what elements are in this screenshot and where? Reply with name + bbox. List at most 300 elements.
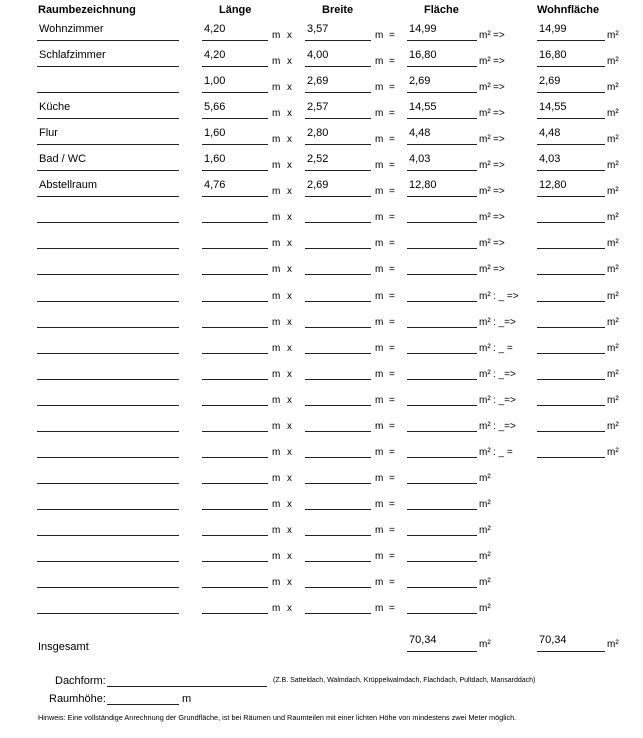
equals-sign: =: [389, 82, 395, 93]
room-name-field[interactable]: [37, 595, 179, 614]
width-field[interactable]: [305, 413, 371, 432]
area-field[interactable]: [407, 178, 477, 197]
transfer-operator: : _=>: [493, 317, 516, 328]
living-area-field[interactable]: [537, 256, 605, 275]
room-name-field[interactable]: [37, 48, 179, 67]
width-value: 4,00: [307, 49, 329, 61]
area-value: 12,80: [409, 179, 437, 191]
width-field[interactable]: [305, 22, 371, 41]
room-name-field[interactable]: [37, 256, 179, 275]
width-unit: m: [375, 577, 384, 588]
area-field[interactable]: [407, 309, 477, 328]
equals-sign: =: [389, 395, 395, 406]
width-field[interactable]: [305, 543, 371, 562]
times-sign: x: [287, 577, 292, 588]
area-value: 4,48: [409, 127, 431, 139]
footnote: Hinweis: Eine vollständige Anrechnung der Grundfläche, ist bei Räumen und Raumteilen mit einer lichten Höhe von mindestens zwei Meter möglich.: [38, 713, 517, 722]
area-field[interactable]: [407, 465, 477, 484]
width-field[interactable]: [305, 439, 371, 458]
times-sign: x: [287, 317, 292, 328]
living-area-unit: m²: [607, 291, 619, 302]
width-unit: m: [375, 160, 384, 171]
area-value: 14,55: [409, 101, 437, 113]
width-unit: m: [375, 551, 384, 562]
area-field[interactable]: [407, 230, 477, 249]
living-area-field[interactable]: [537, 152, 605, 171]
living-area-field[interactable]: [537, 413, 605, 432]
room-name-field[interactable]: [37, 283, 179, 302]
length-field[interactable]: [202, 335, 268, 354]
living-area-field[interactable]: [537, 178, 605, 197]
length-field[interactable]: [202, 361, 268, 380]
width-unit: m: [375, 134, 384, 145]
times-sign: x: [287, 421, 292, 432]
height-input-line[interactable]: [107, 704, 179, 705]
length-value: 1,60: [204, 127, 226, 139]
living-area-value: 4,48: [539, 127, 561, 139]
times-sign: x: [287, 499, 292, 510]
living-area-value: 12,80: [539, 179, 567, 191]
area-field[interactable]: [407, 283, 477, 302]
roof-label: Dachform:: [55, 675, 106, 687]
width-value: 2,57: [307, 101, 329, 113]
width-value: 2,69: [307, 75, 329, 87]
area-field[interactable]: [407, 387, 477, 406]
width-field[interactable]: [305, 126, 371, 145]
transfer-operator: =>: [493, 186, 505, 197]
area-unit: m²: [479, 369, 491, 380]
equals-sign: =: [389, 525, 395, 536]
table-row: [0, 204, 643, 230]
length-field[interactable]: [202, 491, 268, 510]
length-unit: m: [272, 108, 281, 119]
equals-sign: =: [389, 499, 395, 510]
header-living-area: Wohnfläche: [537, 4, 600, 16]
width-field[interactable]: [305, 283, 371, 302]
width-unit: m: [375, 238, 384, 249]
table-row: [0, 595, 643, 621]
transfer-operator: : _ =: [493, 343, 513, 354]
length-field[interactable]: [202, 439, 268, 458]
table-row: [0, 230, 643, 256]
equals-sign: =: [389, 577, 395, 588]
area-unit: m²: [479, 317, 491, 328]
width-field[interactable]: [305, 309, 371, 328]
area-field[interactable]: [407, 439, 477, 458]
room-name-field[interactable]: [37, 387, 179, 406]
area-unit: m²: [479, 473, 491, 484]
length-field[interactable]: [202, 283, 268, 302]
height-label: Raumhöhe:: [49, 693, 106, 705]
header-room: Raumbezeichnung: [38, 4, 136, 16]
area-field[interactable]: [407, 256, 477, 275]
table-row: [0, 361, 643, 387]
length-field[interactable]: [202, 126, 268, 145]
area-field[interactable]: [407, 595, 477, 614]
living-area-field[interactable]: [537, 22, 605, 41]
living-area-field[interactable]: [537, 335, 605, 354]
area-field[interactable]: [407, 126, 477, 145]
room-name-value: Wohnzimmer: [39, 23, 104, 35]
room-name-field[interactable]: [37, 439, 179, 458]
width-unit: m: [375, 317, 384, 328]
area-field[interactable]: [407, 22, 477, 41]
width-field[interactable]: [305, 335, 371, 354]
length-unit: m: [272, 212, 281, 223]
living-area-field[interactable]: [537, 126, 605, 145]
table-row: [0, 74, 643, 100]
length-unit: m: [272, 499, 281, 510]
length-field[interactable]: [202, 100, 268, 119]
times-sign: x: [287, 369, 292, 380]
area-value: 4,03: [409, 153, 431, 165]
length-field[interactable]: [202, 569, 268, 588]
area-unit: m²: [479, 291, 491, 302]
length-field[interactable]: [202, 204, 268, 223]
table-row: [0, 100, 643, 126]
length-field[interactable]: [202, 48, 268, 67]
transfer-operator: =>: [493, 212, 505, 223]
transfer-operator: =>: [493, 30, 505, 41]
width-field[interactable]: [305, 204, 371, 223]
equals-sign: =: [389, 343, 395, 354]
length-unit: m: [272, 473, 281, 484]
width-field[interactable]: [305, 152, 371, 171]
room-name-value: Bad / WC: [39, 153, 87, 165]
width-unit: m: [375, 30, 384, 41]
length-field[interactable]: [202, 178, 268, 197]
area-value: 2,69: [409, 75, 431, 87]
area-unit: m²: [479, 551, 491, 562]
area-unit: m²: [479, 82, 491, 93]
equals-sign: =: [389, 447, 395, 458]
area-field[interactable]: [407, 569, 477, 588]
times-sign: x: [287, 238, 292, 249]
times-sign: x: [287, 447, 292, 458]
living-area-field[interactable]: [537, 74, 605, 93]
width-field[interactable]: [305, 569, 371, 588]
area-unit: m²: [479, 160, 491, 171]
table-row: [0, 48, 643, 74]
length-field[interactable]: [202, 309, 268, 328]
table-row: [0, 126, 643, 152]
room-name-value: Abstellraum: [39, 179, 98, 191]
area-unit: m²: [479, 238, 491, 249]
area-field[interactable]: [407, 204, 477, 223]
length-unit: m: [272, 603, 281, 614]
length-unit: m: [272, 238, 281, 249]
living-area-unit: m²: [607, 212, 619, 223]
width-field[interactable]: [305, 595, 371, 614]
transfer-operator: =>: [493, 56, 505, 67]
area-value: 16,80: [409, 49, 437, 61]
room-name-field[interactable]: [37, 178, 179, 197]
transfer-operator: =>: [493, 160, 505, 171]
width-unit: m: [375, 264, 384, 275]
living-area-field[interactable]: [537, 439, 605, 458]
area-unit: m²: [479, 56, 491, 67]
width-value: 2,80: [307, 127, 329, 139]
total-living-field[interactable]: [537, 633, 605, 652]
living-area-unit: m²: [607, 108, 619, 119]
table-row: [0, 413, 643, 439]
area-unit: m²: [479, 421, 491, 432]
area-unit: m²: [479, 186, 491, 197]
equals-sign: =: [389, 108, 395, 119]
room-name-field[interactable]: [37, 465, 179, 484]
room-name-value: Flur: [39, 127, 58, 139]
area-unit: m²: [479, 499, 491, 510]
area-field[interactable]: [407, 152, 477, 171]
room-name-field[interactable]: [37, 413, 179, 432]
room-name-field[interactable]: [37, 309, 179, 328]
length-field[interactable]: [202, 517, 268, 536]
width-unit: m: [375, 82, 384, 93]
width-unit: m: [375, 212, 384, 223]
times-sign: x: [287, 473, 292, 484]
total-area-value: 70,34: [409, 634, 437, 646]
width-unit: m: [375, 369, 384, 380]
living-area-unit: m²: [607, 186, 619, 197]
living-area-unit: m²: [607, 447, 619, 458]
length-field[interactable]: [202, 74, 268, 93]
header-area: Fläche: [424, 4, 459, 16]
length-value: 1,00: [204, 75, 226, 87]
times-sign: x: [287, 108, 292, 119]
transfer-operator: : _=>: [493, 395, 516, 406]
living-area-unit: m²: [607, 160, 619, 171]
width-unit: m: [375, 56, 384, 67]
total-label: Insgesamt: [38, 641, 89, 653]
area-field[interactable]: [407, 361, 477, 380]
area-unit: m²: [479, 447, 491, 458]
roof-hint: (Z.B. Satteldach, Walmdach, Krüppelwalmdach, Flachdach, Pultdach, Mansarddach): [273, 677, 536, 684]
length-value: 4,20: [204, 49, 226, 61]
living-area-value: 14,55: [539, 101, 567, 113]
length-field[interactable]: [202, 543, 268, 562]
living-area-value: 4,03: [539, 153, 561, 165]
room-name-value: Küche: [39, 101, 71, 113]
room-name-field[interactable]: [37, 100, 179, 119]
living-area-field[interactable]: [537, 230, 605, 249]
width-value: 2,52: [307, 153, 329, 165]
transfer-operator: =>: [493, 134, 505, 145]
length-unit: m: [272, 134, 281, 145]
table-row: [0, 517, 643, 543]
width-value: 2,69: [307, 179, 329, 191]
length-value: 4,20: [204, 23, 226, 35]
transfer-operator: =>: [493, 82, 505, 93]
living-area-unit: m²: [607, 238, 619, 249]
table-row: [0, 22, 643, 48]
length-field[interactable]: [202, 387, 268, 406]
room-name-field[interactable]: [37, 491, 179, 510]
header-length: Länge: [219, 4, 252, 16]
living-area-unit: m²: [607, 30, 619, 41]
table-row: [0, 439, 643, 465]
room-name-field[interactable]: [37, 204, 179, 223]
times-sign: x: [287, 603, 292, 614]
table-row: [0, 465, 643, 491]
room-name-field[interactable]: [37, 152, 179, 171]
width-unit: m: [375, 421, 384, 432]
width-unit: m: [375, 343, 384, 354]
area-field[interactable]: [407, 517, 477, 536]
living-area-unit: m²: [607, 395, 619, 406]
equals-sign: =: [389, 421, 395, 432]
room-name-field[interactable]: [37, 22, 179, 41]
length-value: 4,76: [204, 179, 226, 191]
table-row: [0, 543, 643, 569]
width-field[interactable]: [305, 74, 371, 93]
length-field[interactable]: [202, 22, 268, 41]
living-area-value: 16,80: [539, 49, 567, 61]
width-field[interactable]: [305, 256, 371, 275]
living-area-unit: m²: [607, 421, 619, 432]
room-name-field[interactable]: [37, 569, 179, 588]
area-field[interactable]: [407, 74, 477, 93]
equals-sign: =: [389, 186, 395, 197]
equals-sign: =: [389, 56, 395, 67]
width-unit: m: [375, 603, 384, 614]
room-name-field[interactable]: [37, 74, 179, 93]
equals-sign: =: [389, 160, 395, 171]
length-field[interactable]: [202, 465, 268, 484]
length-unit: m: [272, 369, 281, 380]
width-field[interactable]: [305, 387, 371, 406]
width-field[interactable]: [305, 48, 371, 67]
transfer-operator: : _=>: [493, 421, 516, 432]
area-unit: m²: [479, 525, 491, 536]
transfer-operator: =>: [493, 108, 505, 119]
width-unit: m: [375, 525, 384, 536]
area-unit: m²: [479, 395, 491, 406]
area-unit: m²: [479, 134, 491, 145]
area-unit: m²: [479, 108, 491, 119]
width-field[interactable]: [305, 230, 371, 249]
length-field[interactable]: [202, 413, 268, 432]
length-field[interactable]: [202, 256, 268, 275]
width-unit: m: [375, 473, 384, 484]
living-area-value: 2,69: [539, 75, 561, 87]
room-name-value: Schlafzimmer: [39, 49, 106, 61]
width-unit: m: [375, 447, 384, 458]
times-sign: x: [287, 291, 292, 302]
living-area-unit: m²: [607, 134, 619, 145]
times-sign: x: [287, 82, 292, 93]
length-value: 5,66: [204, 101, 226, 113]
living-area-unit: m²: [607, 317, 619, 328]
table-row: [0, 178, 643, 204]
length-unit: m: [272, 264, 281, 275]
times-sign: x: [287, 134, 292, 145]
table-row: [0, 256, 643, 282]
width-field[interactable]: [305, 178, 371, 197]
room-name-field[interactable]: [37, 335, 179, 354]
width-field[interactable]: [305, 361, 371, 380]
times-sign: x: [287, 160, 292, 171]
total-area-field[interactable]: [407, 633, 477, 652]
area-field[interactable]: [407, 413, 477, 432]
length-field[interactable]: [202, 152, 268, 171]
length-field[interactable]: [202, 230, 268, 249]
area-field[interactable]: [407, 491, 477, 510]
times-sign: x: [287, 525, 292, 536]
room-name-field[interactable]: [37, 230, 179, 249]
length-unit: m: [272, 186, 281, 197]
width-field[interactable]: [305, 100, 371, 119]
living-area-field[interactable]: [537, 204, 605, 223]
equals-sign: =: [389, 473, 395, 484]
length-unit: m: [272, 525, 281, 536]
equals-sign: =: [389, 291, 395, 302]
area-unit: m²: [479, 603, 491, 614]
living-area-value: 14,99: [539, 23, 567, 35]
room-name-field[interactable]: [37, 517, 179, 536]
width-value: 3,57: [307, 23, 329, 35]
length-field[interactable]: [202, 595, 268, 614]
roof-input-line[interactable]: [107, 686, 267, 687]
room-name-field[interactable]: [37, 361, 179, 380]
living-area-field[interactable]: [537, 361, 605, 380]
area-field[interactable]: [407, 335, 477, 354]
length-unit: m: [272, 395, 281, 406]
area-field[interactable]: [407, 48, 477, 67]
length-unit: m: [272, 421, 281, 432]
living-area-field[interactable]: [537, 283, 605, 302]
total-living-unit: m²: [607, 639, 619, 650]
table-row: [0, 152, 643, 178]
width-field[interactable]: [305, 465, 371, 484]
area-value: 14,99: [409, 23, 437, 35]
length-unit: m: [272, 160, 281, 171]
room-name-field[interactable]: [37, 126, 179, 145]
length-unit: m: [272, 447, 281, 458]
width-unit: m: [375, 499, 384, 510]
living-area-field[interactable]: [537, 309, 605, 328]
times-sign: x: [287, 551, 292, 562]
length-unit: m: [272, 291, 281, 302]
height-unit: m: [182, 693, 192, 705]
equals-sign: =: [389, 264, 395, 275]
living-area-field[interactable]: [537, 48, 605, 67]
width-unit: m: [375, 395, 384, 406]
times-sign: x: [287, 56, 292, 67]
area-unit: m²: [479, 212, 491, 223]
living-area-field[interactable]: [537, 387, 605, 406]
table-row: [0, 309, 643, 335]
width-field[interactable]: [305, 517, 371, 536]
area-field[interactable]: [407, 100, 477, 119]
table-row: [0, 335, 643, 361]
equals-sign: =: [389, 30, 395, 41]
room-name-field[interactable]: [37, 543, 179, 562]
width-unit: m: [375, 291, 384, 302]
table-row: [0, 569, 643, 595]
width-field[interactable]: [305, 491, 371, 510]
length-unit: m: [272, 577, 281, 588]
equals-sign: =: [389, 134, 395, 145]
living-area-field[interactable]: [537, 100, 605, 119]
area-field[interactable]: [407, 543, 477, 562]
length-unit: m: [272, 317, 281, 328]
equals-sign: =: [389, 603, 395, 614]
header-width: Breite: [322, 4, 354, 16]
transfer-operator: : _ =>: [493, 291, 519, 302]
transfer-operator: =>: [493, 264, 505, 275]
area-unit: m²: [479, 577, 491, 588]
length-unit: m: [272, 56, 281, 67]
